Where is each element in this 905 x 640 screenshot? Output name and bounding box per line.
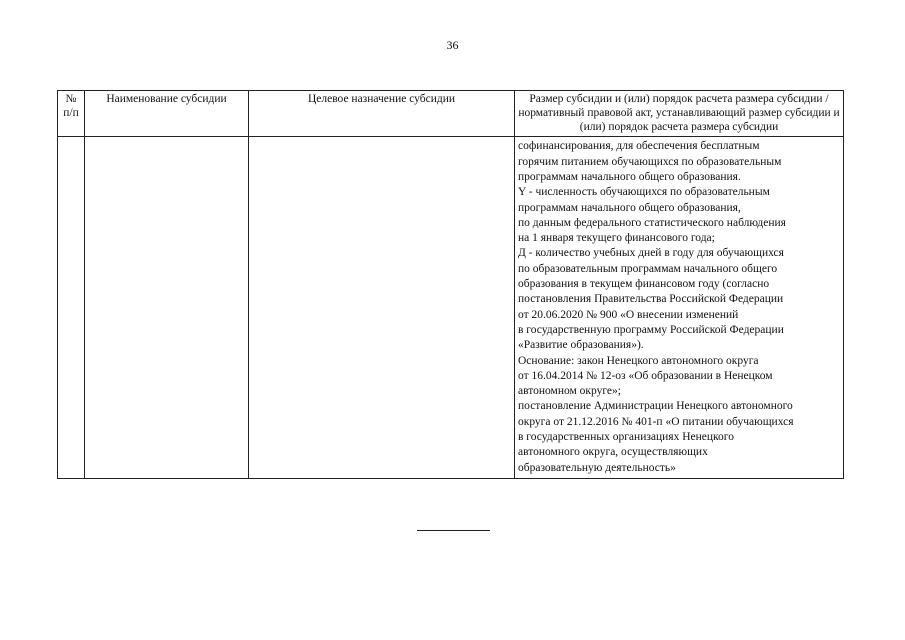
end-divider	[417, 530, 490, 531]
detail-line: автономном округе»;	[518, 385, 621, 398]
detail-line: автономного округа, осуществляющих	[518, 446, 708, 459]
detail-line: программам начального общего образования,	[518, 201, 741, 214]
detail-line: от 20.06.2020 № 900 «О внесении изменений	[518, 308, 739, 321]
detail-line: Y - численность обучающихся по образовательным	[518, 186, 770, 199]
cell-name	[85, 137, 249, 479]
table-header-row	[58, 91, 844, 137]
detail-line: Основание: закон Ненецкого автономного округа	[518, 354, 759, 367]
detail-line: софинансирования, для обеспечения бесплатным	[518, 140, 760, 153]
header-purpose: Целевое назначение субсидии	[249, 91, 515, 137]
header-name: Наименование субсидии	[85, 91, 249, 137]
detail-line: «Развитие образования»).	[518, 339, 644, 352]
detail-line: горячим питанием обучающихся по образовательным	[518, 155, 782, 168]
subsidy-table	[57, 90, 844, 479]
detail-line: Д - количество учебных дней в году для обучающихся	[518, 247, 784, 260]
detail-line: округа от 21.12.2016 № 401-п «О питании обучающихся	[518, 415, 794, 428]
detail-line: постановление Администрации Ненецкого автономного	[518, 400, 793, 413]
detail-line: по образовательным программам начального общего	[518, 262, 778, 275]
cell-purpose	[249, 137, 515, 479]
detail-line: постановления Правительства Российской Федерации	[518, 293, 784, 306]
detail-line: на 1 января текущего финансового года;	[518, 232, 715, 245]
detail-line: в государственную программу Российской Федерации	[518, 323, 784, 336]
detail-line: образовательную деятельность»	[518, 461, 676, 474]
header-num: № п/п	[58, 91, 85, 137]
header-size: Размер субсидии и (или) порядок расчета размера субсидии / нормативный правовой акт, устанавливающий размер субсидии и (или) порядок расчета размера субсидии	[515, 91, 844, 137]
cell-num	[58, 137, 85, 479]
detail-line: по данным федерального статистического наблюдения	[518, 216, 786, 229]
detail-line: образования в текущем финансовом году (согласно	[518, 278, 770, 291]
detail-line: в государственных организациях Ненецкого	[518, 431, 734, 444]
table-row	[58, 137, 844, 479]
cell-size-details	[515, 137, 844, 479]
detail-line: программам начального общего образования.	[518, 170, 741, 183]
detail-line: от 16.04.2014 № 12-оз «Об образовании в Ненецком	[518, 369, 773, 382]
page-number: 36	[446, 38, 459, 52]
